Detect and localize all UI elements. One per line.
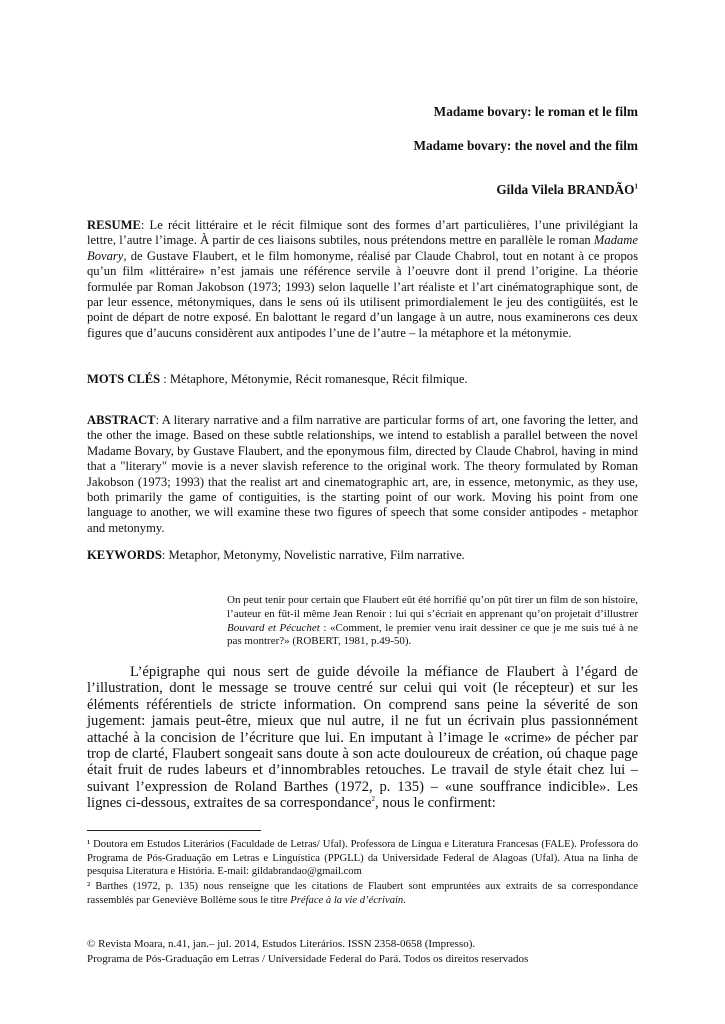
footnote-ref-2[interactable]: 2 xyxy=(371,795,375,804)
body-text-1: L’épigraphe qui nous sert de guide dévoile la méfiance de Flaubert à l’égard de l’illustration, dont le message se trouve centré sur celui qui voit (le récepteur) et sur les éléments référentiels de stricte information. On comprend sans peine la séverité de son jugement: jamais peut-être, mieux que nul autre, il ne fut un écrivain plus passionnément attaché à la concision de l’écriture que lui. En imputant à l’image le «crime» de pécher par trop de clarté, Flaubert songeait sans doute à son acte douloureux de création, oú chaque page était fruit de rudes labeurs et d’innombrables retouches. Le travail de style était chez lui – suivant l’expression de Roland Barthes (1972, p. 135) – «une souffrance indicible». Les lignes ci-dessous, extraites de sa correspondance xyxy=(87,664,638,812)
keywords-paragraph xyxy=(87,548,638,563)
resume-italic-title: Madame Bovary xyxy=(87,233,638,263)
keywords-label: KEYWORDS xyxy=(87,548,162,562)
abstract-label: ABSTRACT xyxy=(87,413,156,427)
epigraph-text-2: : «Comment, le premier venu irait dessiner ce que je me suis tué à ne pas montrer?» (ROBERT, 1981, p.49-50). xyxy=(227,621,639,648)
mots-cles-label: MOTS CLÉS xyxy=(87,372,161,386)
footnote-ref-1[interactable]: 1 xyxy=(634,182,638,191)
footnote-2-text: ² Barthes (1972, p. 135) nous renseigne que les citations de Flaubert sont empruntées aux extraits de sa correspondance rassemblés par Geneviève Bollème sous le titre xyxy=(87,881,638,906)
resume-paragraph xyxy=(87,218,638,341)
footnote-2-italic-title: Préface à la vie d’écrivain xyxy=(290,894,404,906)
title-english: Madame bovary: the novel and the film xyxy=(413,138,638,153)
keywords-text: : Metaphor, Metonymy, Novelistic narrative, Film narrative. xyxy=(161,548,465,562)
footnote-divider xyxy=(87,830,261,831)
abstract-paragraph xyxy=(87,413,638,536)
mots-cles-text: : Métaphore, Métonymie, Récit romanesque, Récit filmique. xyxy=(160,372,468,386)
page-footer xyxy=(87,937,638,968)
body-text-2: , nous le confirment: xyxy=(374,795,496,812)
epigraph-text-1: On peut tenir pour certain que Flaubert eût été horrifié qu’on pût tirer un film de son histoire, l’auteur en fût-il même Jean Renoir : lui qui s’écriait en apprenant qu’on projetait d’illustrer xyxy=(227,594,638,620)
author-line xyxy=(87,182,638,198)
footer-line-1: © Revista Moara, n.41, jan.– jul. 2014, Estudos Literários. ISSN 2358-0658 (Impresso). xyxy=(87,938,476,950)
footnote-2-end: . xyxy=(403,894,406,906)
resume-text-2: , de Gustave Flaubert, et le film homonyme, réalisé par Claude Chabrol, tout en notant à ce propos qu’un film «littéraire» n’est jamais une référence servile à l’oeuvre dont il prend l’origine. La théorie formulée par Roman Jakobson (1973; 1993) selon laquelle l’art réaliste et l’art cinématographique sont, de par leur essence, métonymiques, dans le sens oú ils utilisent primordialement le jeu des contigüités, est le point de départ de notre exposé. En balottant le regard d’un langage à un autre, nous examinerons ces deux figures que d’aucuns considèrent aux antipodes l’une de l’autre – la métaphore et la métonymie. xyxy=(87,248,638,340)
body-paragraph xyxy=(87,664,638,812)
abstract-text: : A literary narrative and a film narrative are particular forms of art, one favoring the letter, and the other the image. Based on these subtle relationships, we intend to establish a parallel between the novel Madame Bovary, by Gustave Flaubert, and the eponymous film, directed by Claude Chabrol, having in mind that a "literary" movie is a never slavish reference to the original work. The theory formulated by Roman Jakobson (1973; 1993) that the realist art and cinematographic art, are, in essence, metonymic, as they use, both primarily the game of contiguities, is the starting point of our work. Moving his point from one language to another, we will examine these two figures of speech that some consider antipodes - metaphor and metonymy. xyxy=(87,413,638,535)
resume-label: RESUME xyxy=(87,218,141,232)
mots-cles-paragraph xyxy=(87,372,638,387)
footnote-1: ¹ Doutora em Estudos Literários (Faculdade de Letras/ Ufal). Professora de Língua e Literatura Francesas (FALE). Professora do Programa de Pós-Graduação em Letras e Linguística (PPGLL) da Universidade Federal de Alagoas (Ufal). Atua na linha de pesquisa Literatura e História. E-mail: gildabrandao@gmail.com xyxy=(87,839,638,878)
title-french: Madame bovary: le roman et le film xyxy=(433,104,638,119)
footnote-2 xyxy=(87,880,638,907)
footer-line-2: Programa de Pós-Graduação em Letras / Universidade Federal do Pará. Todos os direitos reservados xyxy=(87,953,529,966)
author-name: Gilda Vilela BRANDÃO xyxy=(496,182,635,197)
epigraph-quote xyxy=(227,594,638,649)
resume-text-1: : Le récit littéraire et le récit filmique sont des formes d’art particulières, l’une privilégiant la lettre, l’autre l’image. À partir de ces liaisons subtiles, nous prétendons mettre en parallèle le roman xyxy=(87,218,638,248)
epigraph-italic-title: Bouvard et Pécuchet xyxy=(227,621,320,634)
